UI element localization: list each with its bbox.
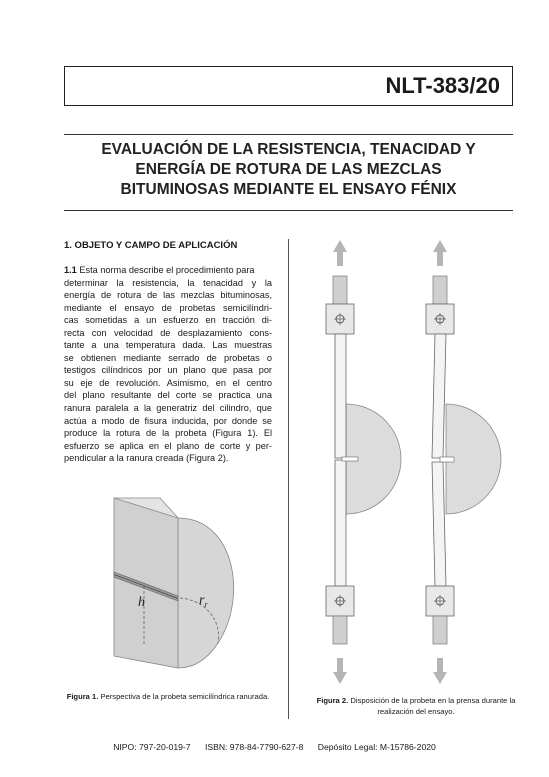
figure-2-setup	[300, 234, 532, 690]
pull-arrow-up-icon	[433, 240, 447, 266]
paragraph-line: se obtienen mediante serrado de probetas o	[64, 352, 272, 363]
footer-nipo: NIPO: 797-20-019-7	[113, 742, 191, 752]
paragraph-line: su eje de revolución. Asimismo, en el centro	[64, 377, 272, 388]
document-title	[64, 140, 513, 200]
footer-deposito: Depósito Legal: M-15786-2020	[317, 742, 436, 752]
title-line: EVALUACIÓN DE LA RESISTENCIA, TENACIDAD Y	[101, 141, 476, 158]
specimen-curved-face	[178, 518, 234, 668]
column-divider	[288, 239, 289, 719]
notch	[342, 457, 358, 461]
paragraph-line: energía de rotura de las mezclas bituminosas,	[64, 290, 272, 301]
specimen-front-face	[114, 498, 178, 668]
pull-arrow-down-icon	[333, 658, 347, 684]
lower-threaded-rod	[433, 616, 447, 644]
paragraph-line: ranura paralela a la generatriz del cilindro, que	[64, 403, 272, 414]
notch	[440, 457, 454, 462]
title-line: ENERGÍA DE ROTURA DE LAS MEZCLAS	[135, 161, 442, 178]
paragraph-line: actúa a modo de fisura inducida, por donde se	[64, 415, 272, 426]
upper-plate	[335, 334, 346, 458]
pull-arrow-up-icon	[333, 240, 347, 266]
paragraph-line: testigos cilíndricos por un plano que pasa por	[64, 365, 272, 376]
footer-legal	[0, 742, 549, 752]
paragraph-line: del plano resultante del corte se practica una	[64, 390, 272, 401]
document-code-box	[64, 66, 513, 106]
lower-plate	[432, 462, 446, 586]
setup-during-test	[426, 240, 501, 684]
paragraph-line: pendicular a la ranura creada (Figura 2).	[64, 453, 229, 464]
figure-1-specimen	[100, 488, 250, 678]
paragraph-line: tante a una temperatura dada. Las muestras	[64, 340, 272, 351]
title-top-rule	[64, 134, 513, 135]
section-paragraph	[64, 264, 272, 465]
upper-plate	[432, 334, 446, 458]
section-heading: 1. OBJETO Y CAMPO DE APLICACIÓN	[64, 240, 238, 251]
lower-plate	[335, 460, 346, 586]
document-code: NLT-383/20	[385, 73, 500, 98]
title-bottom-rule	[64, 210, 513, 211]
paragraph-line: 1.1 Esta norma describe el procedimiento para	[64, 265, 255, 275]
figure-2-caption: Figura 2. Disposición de la probeta en la prensa durante la realización del ensayo.	[316, 696, 516, 716]
paragraph-line: mediante el ensayo de probetas semicilíndri-	[64, 302, 272, 313]
upper-threaded-rod	[433, 276, 447, 304]
paragraph-line: cas sometidas a un esfuerzo en tracción di-	[64, 315, 272, 326]
figure-1-caption: Figura 1. Perspectiva de la probeta semicilíndrica ranurada.	[66, 692, 270, 701]
paragraph-line: determinar la resistencia, la tenacidad y la	[64, 277, 272, 288]
setup-initial	[326, 240, 401, 684]
label-height: h	[138, 595, 145, 610]
pull-arrow-down-icon	[433, 658, 447, 684]
paragraph-line: esfuerzo se aplica en el plano de corte y per-	[64, 440, 272, 451]
lower-threaded-rod	[333, 616, 347, 644]
paragraph-line: recta con velocidad de desplazamiento cons-	[64, 327, 272, 338]
paragraph-number: 1.1	[64, 265, 77, 275]
footer-isbn: ISBN: 978-84-7790-627-8	[204, 742, 304, 752]
paragraph-line: produce la rotura de la probeta (Figura 1). El	[64, 428, 272, 439]
upper-threaded-rod	[333, 276, 347, 304]
title-line: BITUMINOSAS MEDIANTE EL ENSAYO FÉNIX	[120, 181, 457, 198]
label-radius: $r_r$	[199, 593, 208, 609]
